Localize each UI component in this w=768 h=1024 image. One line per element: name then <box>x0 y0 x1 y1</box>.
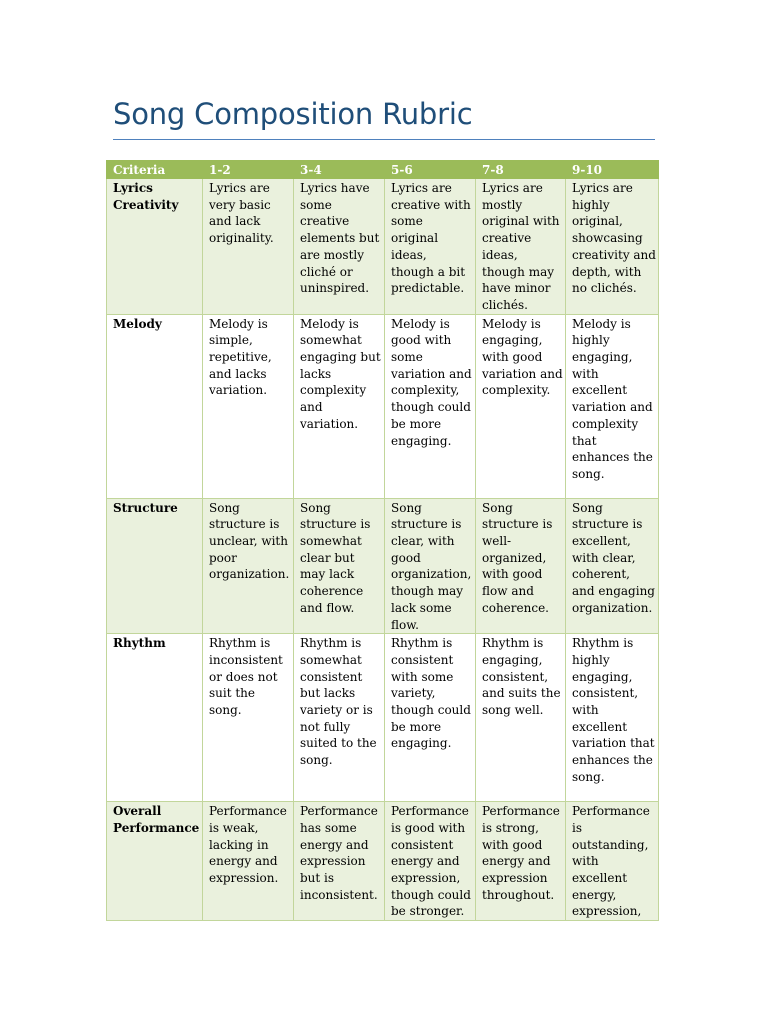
header-criteria: Criteria <box>107 161 203 179</box>
table-row-rhythm <box>107 634 659 802</box>
score-cell: Melody is highly engaging, with excellent variation and complexity that enhances the song. <box>566 314 659 498</box>
score-cell: Rhythm is inconsistent or does not suit the song. <box>203 634 294 802</box>
score-cell: Melody is good with some variation and complexity, though could be more engaging. <box>385 314 476 498</box>
criterion-cell: Melody <box>107 314 203 498</box>
score-cell: Lyrics are mostly original with creative ideas, though may have minor clichés. <box>476 179 566 315</box>
score-cell: Lyrics are creative with some original ideas, though a bit predictable. <box>385 179 476 315</box>
score-cell: Song structure is somewhat clear but may lack coherence and flow. <box>294 498 385 634</box>
rubric-table <box>106 160 659 921</box>
score-cell: Melody is somewhat engaging but lacks complexity and variation. <box>294 314 385 498</box>
score-cell: Rhythm is engaging, consistent, and suits the song well. <box>476 634 566 802</box>
score-cell: Performance is outstanding, with excellent energy, expression, <box>566 802 659 921</box>
score-cell: Rhythm is somewhat consistent but lacks variety or is not fully suited to the song. <box>294 634 385 802</box>
score-cell: Lyrics are very basic and lack originality. <box>203 179 294 315</box>
criterion-cell: Overall Performance <box>107 802 203 921</box>
score-cell: Song structure is well-organized, with good flow and coherence. <box>476 498 566 634</box>
header-score-7-8: 7-8 <box>476 161 566 179</box>
score-cell: Rhythm is consistent with some variety, though could be more engaging. <box>385 634 476 802</box>
criterion-cell: Lyrics Creativity <box>107 179 203 315</box>
criterion-cell: Rhythm <box>107 634 203 802</box>
score-cell: Lyrics have some creative elements but are mostly cliché or uninspired. <box>294 179 385 315</box>
page-title: Song Composition Rubric <box>113 97 473 131</box>
table-row-melody <box>107 314 659 498</box>
header-score-5-6: 5-6 <box>385 161 476 179</box>
score-cell: Melody is simple, repetitive, and lacks variation. <box>203 314 294 498</box>
score-cell: Melody is engaging, with good variation and complexity. <box>476 314 566 498</box>
title-underline <box>113 139 655 140</box>
header-score-3-4: 3-4 <box>294 161 385 179</box>
header-score-1-2: 1-2 <box>203 161 294 179</box>
score-cell: Performance is weak, lacking in energy and expression. <box>203 802 294 921</box>
score-cell: Song structure is unclear, with poor organization. <box>203 498 294 634</box>
table-row-lyrics-creativity <box>107 179 659 315</box>
table-row-structure <box>107 498 659 634</box>
score-cell: Lyrics are highly original, showcasing creativity and depth, with no clichés. <box>566 179 659 315</box>
criterion-cell: Structure <box>107 498 203 634</box>
score-cell: Song structure is excellent, with clear, coherent, and engaging organization. <box>566 498 659 634</box>
score-cell: Performance has some energy and expression but is inconsistent. <box>294 802 385 921</box>
score-cell: Performance is good with consistent energy and expression, though could be stronger. <box>385 802 476 921</box>
table-row-overall-performance <box>107 802 659 921</box>
score-cell: Song structure is clear, with good organization, though may lack some flow. <box>385 498 476 634</box>
header-score-9-10: 9-10 <box>566 161 659 179</box>
score-cell: Performance is strong, with good energy and expression throughout. <box>476 802 566 921</box>
score-cell: Rhythm is highly engaging, consistent, with excellent variation that enhances the song. <box>566 634 659 802</box>
table-header-row <box>107 161 659 179</box>
